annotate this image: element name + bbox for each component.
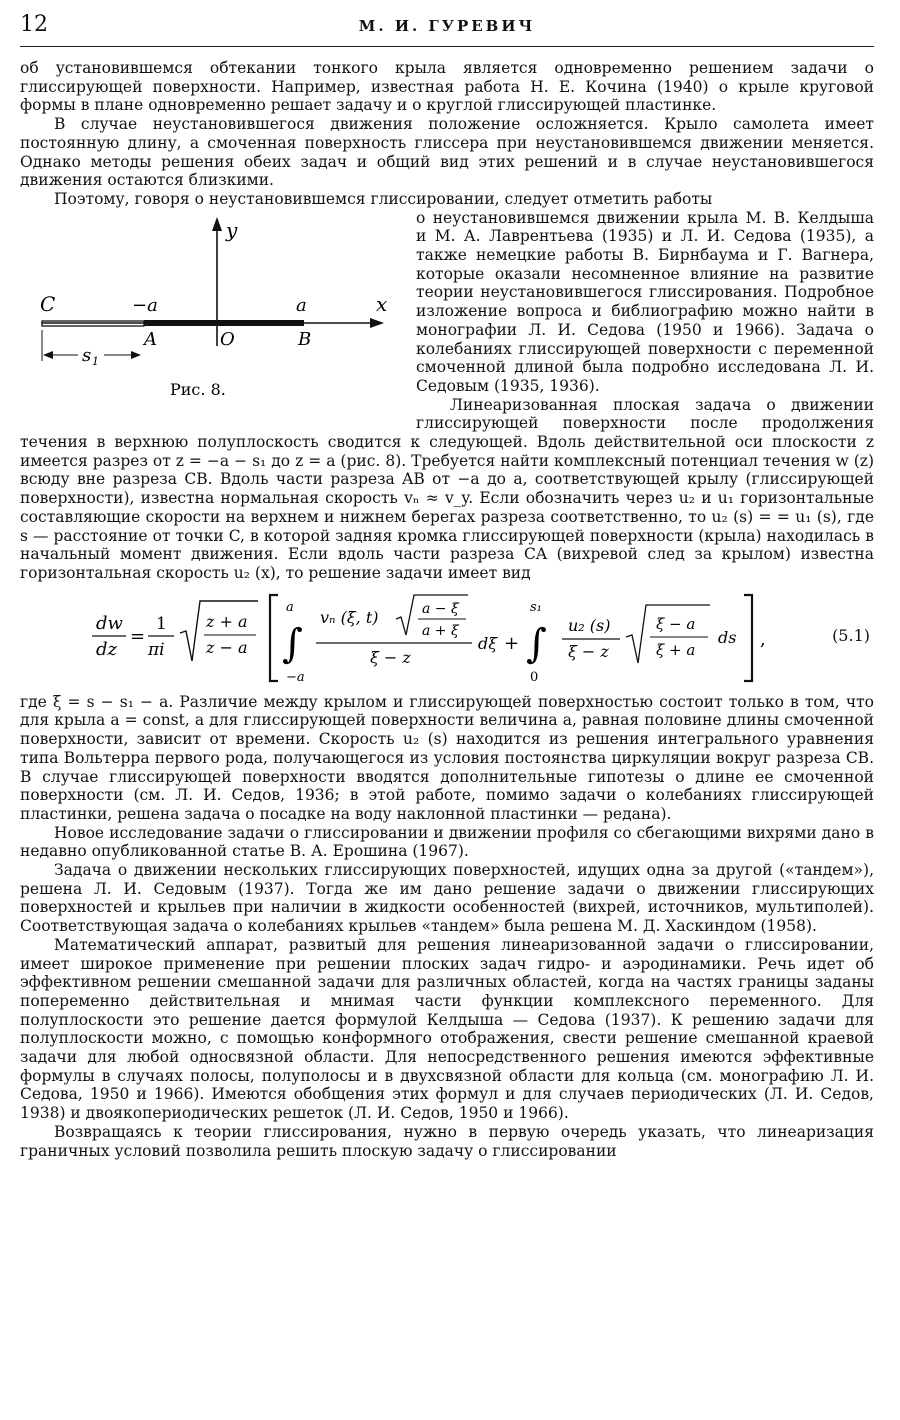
dimension-arrow-left bbox=[43, 351, 53, 359]
eq-dxi: dξ bbox=[478, 633, 498, 653]
label-o: O bbox=[220, 328, 235, 350]
figure-caption: Рис. 8. bbox=[170, 379, 226, 399]
dimension-arrow-right bbox=[131, 351, 141, 359]
figure-8 bbox=[20, 211, 410, 429]
y-axis-arrow bbox=[212, 217, 222, 231]
eq-root1-den: z − a bbox=[206, 637, 248, 657]
label-s1-subscript: 1 bbox=[92, 354, 99, 368]
eq-int1-num: vₙ (ξ, t) bbox=[320, 607, 379, 627]
figure-diagram bbox=[20, 211, 410, 429]
label-a-point: A bbox=[144, 328, 157, 350]
eq-int2-den: ξ − z bbox=[568, 641, 609, 661]
paragraph: о неустановившемся движении крыла М. В. Келдыша и М. А. Лаврентьева (1935) и Л. И. Седова (1935), а также немецкие работы В. Бирнбаума и Г. Вагнера, которые оказали несомненное влияние на развитие теории неустановившегося глиссирования. Подробное изложение вопроса и библиографию можно найти в монографии Л. И. Седова (1950 и 1966). Задача о колебаниях глиссирующей поверхности с переменной смоченной длиной была подробно исследована Л. И. Седовым (1935, 1936). bbox=[416, 208, 874, 395]
label-minus-a: −a bbox=[132, 294, 158, 316]
eq-left-bracket bbox=[270, 595, 278, 681]
body-text bbox=[20, 59, 874, 1160]
eq-ds: ds bbox=[718, 627, 737, 647]
eq-plus: + bbox=[504, 632, 520, 654]
paragraph: Математический аппарат, развитый для решения линеаризованной задачи о глиссировании, имеет широкое применение при решении плоских задач гидро- и аэродинамики. Речь идет об эффективном решении смешанной задачи для различных областей, когда на частях границы заданы попеременно действительная и мнимая части функции комплексного переменного. Для полуплоскости это решение дается формулой Келдыша — Седова (1937). К решению задачи для полуплоскости можно, с помощью конформного отображения, свести решение смешанной краевой задачи для любой односвязной области. Для непосредственного решения имеются эффективные формулы в случаях полосы, полуполосы и в двухсвязной области для кольца (см. монографию Л. И. Седова, 1950 и 1966). Имеются обобщения этих формул и для случаев периодических (Л. И. Седов, 1938) и двоякопериодических решеток (Л. И. Седов, 1950 и 1966). bbox=[20, 935, 874, 1123]
equation-5-1 bbox=[20, 591, 874, 687]
eq-root3-num: ξ − a bbox=[656, 614, 696, 633]
eq-root2-den: a + ξ bbox=[422, 622, 459, 639]
eq-root1-num: z + a bbox=[206, 611, 248, 631]
page-number: 12 bbox=[20, 12, 48, 37]
paragraph: Линеаризованная плоская задача о движении глиссирующей поверхности после продолжения течения в верхнюю полуплоскость сводится к следующей. Вдоль действительной оси плоскости z имеется разрез от z = −a − s₁ до z = a (рис. 8). Требуется найти комплексный потенциал течения w (z) всюду вне разреза CB. Вдоль части разреза AB от −a до a, соответствующей крылу (глиссирующей поверхности), известна нормальная скорость vₙ ≈ v_y. Если обозначить через u₂ и u₁ горизонтальные составляющие скорости на верхнем и нижнем берегах разреза соответственно, то u₂ (s) = = u₁ (s), где s — расстояние от точки C, в которой задняя кромка глиссирующей поверхности (крыла) находилась в начальный момент движения. Если вдоль части разреза CA (вихревой след за крылом) известна горизонтальная скорость u₂ (x), то решение задачи имеет вид bbox=[20, 395, 874, 582]
running-head: М. И. ГУРЕВИЧ bbox=[358, 17, 536, 35]
label-a: a bbox=[296, 294, 307, 316]
label-c: C bbox=[40, 291, 56, 316]
eq-int1-lower: −a bbox=[286, 669, 305, 685]
paragraph: В случае неустановившегося движения положение осложняется. Крыло самолета имеет постоянную длину, а смоченная поверхность глиссера при неустановившемся движении меняется. Однако методы решения обеих задач и общий вид этих решений и в случае неустановившегося движения остаются близкими. bbox=[20, 115, 874, 190]
label-b: B bbox=[298, 328, 312, 350]
paragraph: Задача о движении нескольких глиссирующих поверхностей, идущих одна за другой («тандем»), решена Л. И. Седовым (1937). Тогда же им дано решение задачи о движении глиссирующих поверхностей и крыльев при наличии в жидкости особенностей (вихрей, источников, мультиполей). Соответствующая задача о колебаниях крыльев «тандем» была решена М. Д. Хаскиндом (1958). bbox=[20, 861, 874, 936]
eq-coef-num: 1 bbox=[156, 613, 167, 634]
paragraph: Новое исследование задачи о глиссировании и движении профиля со сбегающими вихрями дано в недавно опубликованной статье В. А. Ерошина (1967). bbox=[20, 823, 874, 861]
equation-formula bbox=[20, 591, 860, 687]
x-axis-arrow bbox=[370, 318, 384, 328]
eq-lhs-num: dw bbox=[96, 612, 123, 634]
paragraph: об установившемся обтекании тонкого крыла является одновременно решением задачи о глиссирующей поверхности. Например, известная работа Н. Е. Кочина (1940) о крыле круговой формы в плане одновременно решает задачу и о круглой глиссирующей пластинке. bbox=[20, 59, 874, 115]
paragraph: Возвращаясь к теории глиссирования, нужно в первую очередь указать, что линеаризация граничных условий позволила решить плоскую задачу о глиссировании bbox=[20, 1122, 874, 1160]
eq-int1-upper: a bbox=[286, 599, 294, 615]
eq-root2-num: a − ξ bbox=[422, 600, 459, 617]
eq-integral-sign: ∫ bbox=[282, 620, 303, 667]
eq-equals: = bbox=[130, 625, 146, 647]
y-axis-label: y bbox=[226, 217, 238, 242]
eq-int2-upper: s₁ bbox=[530, 599, 542, 615]
eq-root3-den: ξ + a bbox=[656, 640, 696, 659]
page-header bbox=[20, 12, 874, 47]
paragraph: где ξ = s − s₁ − a. Различие между крылом и глиссирующей поверхностью состоит только в том, что для крыла a = const, а для глиссирующей поверхности величина a, равная половине длины смоченной поверхности, зависит от времени. Скорость u₂ (s) находится из решения интегрального уравнения типа Вольтерра первого рода, получающегося из условия постоянства циркуляции вокруг разреза CB. В случае глиссирующей поверхности вводятся дополнительные гипотезы о длине ее смоченной поверхности (см. Л. И. Седов, 1936; в этой работе, помимо задачи о колебаниях глиссирующей пластинки, решена задача о посадке на воду наклонной пластинки — редана). bbox=[20, 692, 874, 823]
eq-coef-den: πi bbox=[148, 639, 165, 660]
label-s1: s bbox=[82, 344, 92, 366]
eq-integral-sign: ∫ bbox=[526, 620, 547, 667]
eq-comma: , bbox=[760, 628, 766, 650]
eq-int1-den: ξ − z bbox=[370, 647, 411, 667]
eq-lhs-den: dz bbox=[96, 638, 118, 660]
eq-right-bracket bbox=[744, 595, 752, 681]
wing-segment bbox=[144, 320, 304, 326]
paragraph: Поэтому, говоря о неустановившемся глиссировании, следует отметить работы bbox=[54, 189, 713, 208]
eq-int2-lower: 0 bbox=[530, 669, 539, 685]
x-axis-label: x bbox=[376, 291, 388, 316]
equation-number: (5.1) bbox=[832, 625, 870, 645]
eq-int2-num: u₂ (s) bbox=[568, 615, 611, 635]
